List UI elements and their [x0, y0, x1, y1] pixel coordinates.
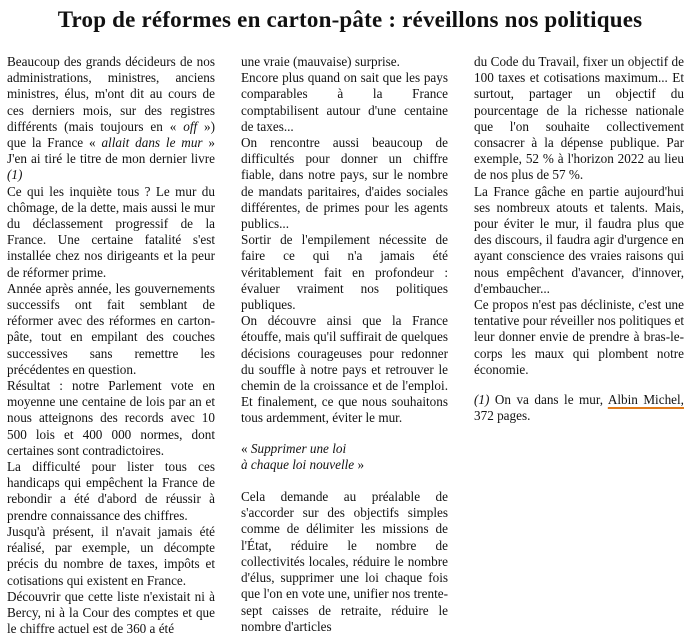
text-run: 372 pages. [474, 408, 531, 424]
italic-term: off [183, 118, 198, 134]
paragraph: La France gâche en partie aujourd'hui ses nombreux atouts et talents. Mais, pour éviter le mur, il faudra plus que des discours, il faudra agir d'urgence en ayant conscience des vraies raisons qui nous empêchent d'avancer, d'innover, d'embaucher... [474, 183, 684, 296]
text-run: » J'en ai tiré le titre de mon dernier livre [7, 135, 215, 167]
paragraph: Encore plus quand on sait que les pays comparables à la France comptabilisent autour d'une centaine de taxes... [241, 70, 448, 134]
text-run: Beaucoup des grands décideurs de nos administrations, ministres, anciens ministres, élus, m'ont dit au cours de ces derniers mois, sur des registres différents (mais toujours en « [7, 54, 215, 134]
paragraph: La difficulté pour lister tous ces handicaps qui empêchent la France de rebondir a été d'abord de réussir à prendre connaissance des chiffres. [7, 459, 215, 523]
italic-quote: allait dans le mur [101, 135, 203, 151]
publisher-highlight: Albin Michel, [607, 392, 684, 408]
pull-quote-line: Supprimer une loi [250, 440, 347, 456]
paragraph: Ce qui les inquiète tous ? Le mur du chômage, de la dette, mais aussi le mur du déclassement progressif de la France. Une certaine fatalité s'est installée chez nos dirigeants et la peur de réformer prime. [7, 183, 215, 280]
column-1 [7, 54, 215, 637]
quote-mark: « [241, 440, 251, 456]
paragraph: Résultat : notre Parlement vote en moyenne une centaine de lois par an et nous atteignons des records avec 10 500 lois et 400 000 normes, dont certaines sont contradictoires. [7, 378, 215, 458]
pull-quote [241, 441, 448, 473]
footnote-ref: (1) [7, 167, 23, 183]
paragraph: Découvrir que cette liste n'existait ni à Bercy, ni à la Cour des comptes et que le chiffre actuel est de 360 a été [7, 588, 215, 637]
column-2 [241, 54, 448, 635]
text-run: ») que la France « [7, 118, 215, 151]
pull-quote-line: à chaque loi nouvelle [241, 456, 355, 472]
quote-mark: » [354, 456, 365, 472]
footnote-number: (1) [474, 392, 490, 408]
paragraph: Jusqu'à présent, il n'avait jamais été réalisé, par exemple, un décompte précis du nombre de taxes, impôts et cotisations qui existent en France. [7, 523, 215, 588]
paragraph: du Code du Travail, fixer un objectif de 100 taxes et cotisations maximum... Et surtout, partager un objectif du pourcentage de la richesse nationale que l'on souhaite collectivement consacrer à la dépense publique. Par exemple, 52 % à l'horizon 2022 au lieu de nos plus de 57 %. [474, 54, 684, 183]
paragraph [7, 54, 215, 184]
paragraph: Sortir de l'empilement nécessite de faire ce qui n'a jamais été véritablement fait en profondeur : évaluer vraiment nos politiques publiques. [241, 232, 448, 313]
column-3 [474, 54, 684, 424]
paragraph: On découvre ainsi que la France étouffe, mais qu'il suffirait de quelques décisions courageuses pour redonner du souffle à notre pays et retrouver le chemin de la croissance et de l'emploi. Et finalement, ce que nous souhaitons tous ardemment, éviter le mur. [241, 313, 448, 426]
paragraph: Année après année, les gouvernements successifs ont fait semblant de réformer avec des réformes en carton-pâte, tout en empilant des couches successives sans remettre les précédentes en question. [7, 280, 215, 377]
paragraph: Ce propos n'est pas décliniste, c'est une tentative pour réveiller nos politiques et leur donner envie de prendre à bras-le-corps les maux qui plombent notre économie. [474, 297, 684, 377]
footnote [474, 392, 684, 424]
paragraph: une vraie (mauvaise) surprise. [241, 54, 400, 69]
article-title: Trop de réformes en carton-pâte : réveillons nos politiques [57, 7, 643, 32]
paragraph: On rencontre aussi beaucoup de difficultés pour donner un chiffre fiable, dans notre pays, sur le nombre de mandats paritaires, d'aides sociales différentes, de primes pour les agents publics... [241, 135, 448, 232]
text-run: On va dans le mur, [489, 392, 608, 408]
paragraph: Cela demande au préalable de s'accorder sur des objectifs simples comme de délimiter les missions de l'État, réduire le nombre de collectivités locales, réduire le nombre d'élus, supprimer une loi chaque fois que l'on en vote une, unifier nos trente-sept caisses de retraite, réduire le nombre d'articles [241, 489, 448, 634]
